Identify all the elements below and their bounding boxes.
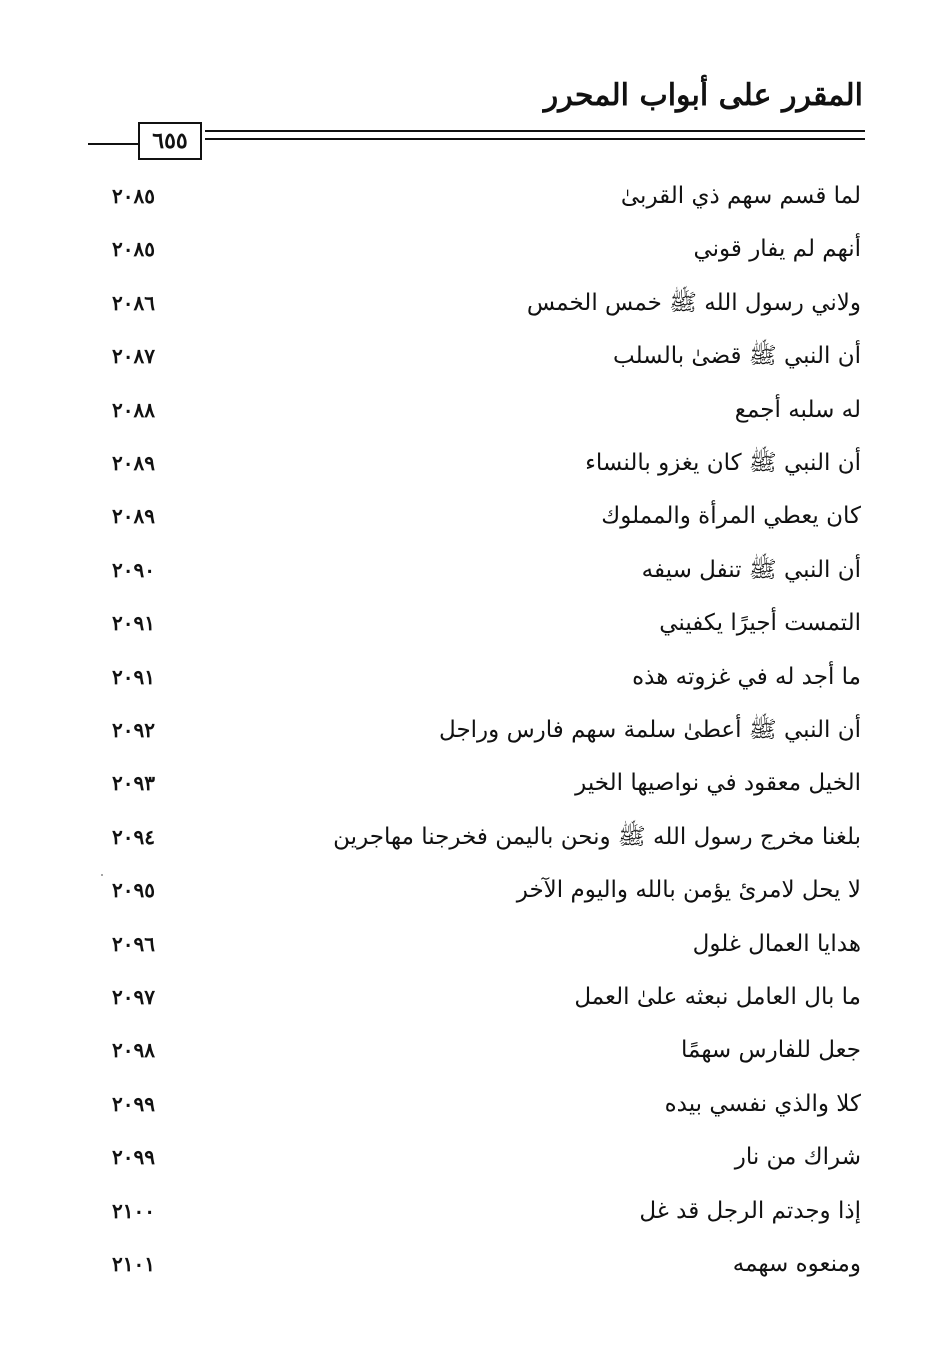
entry-number: ٢٠٨٩ xyxy=(112,504,155,528)
entry-title: جعل للفارس سهمًا xyxy=(681,1037,861,1063)
entry-title: التمست أجيرًا يكفيني xyxy=(659,610,861,636)
index-entry xyxy=(0,176,933,216)
entry-title: هدايا العمال غلول xyxy=(692,931,861,957)
entry-number: ٢٠٨٩ xyxy=(112,451,155,475)
index-entry xyxy=(0,1030,933,1070)
entry-title: أن النبي ﷺ قضىٰ بالسلب xyxy=(612,343,861,369)
entry-number: ٢٠٨٧ xyxy=(112,344,155,368)
index-entry xyxy=(0,977,933,1017)
entry-number: ٢٠٨٥ xyxy=(112,237,155,261)
index-entry xyxy=(0,870,933,910)
index-entry xyxy=(0,336,933,376)
entry-number: ٢٠٨٥ xyxy=(112,184,155,208)
entry-title: كان يعطي المرأة والمملوك xyxy=(601,503,861,529)
entry-title: ومنعوه سهمه xyxy=(732,1251,861,1277)
index-entry xyxy=(0,550,933,590)
entry-number: ٢٠٩٩ xyxy=(112,1145,155,1169)
index-entry xyxy=(0,229,933,269)
entry-title: إذا وجدتم الرجل قد غل xyxy=(639,1198,861,1224)
running-header-title: المقرر على أبواب المحرر xyxy=(543,78,863,113)
index-entry xyxy=(0,390,933,430)
entry-title: لا يحل لامرئ يؤمن بالله واليوم الآخر xyxy=(516,877,861,903)
entry-number: ٢٠٩٦ xyxy=(112,932,155,956)
entry-number: ٢٠٨٦ xyxy=(112,291,155,315)
entry-number: ٢٠٩١ xyxy=(112,611,155,635)
page-number: ٦٥٥ xyxy=(138,122,202,160)
index-entry xyxy=(0,1244,933,1284)
entry-number: ٢٠٩٨ xyxy=(112,1038,155,1062)
entry-title: له سلبه أجمع xyxy=(734,397,861,423)
entry-number: ٢٠٩٣ xyxy=(112,771,155,795)
entry-number: ٢١٠٠ xyxy=(112,1199,155,1223)
entry-number: ٢٠٩٠ xyxy=(112,558,155,582)
index-entry xyxy=(0,1084,933,1124)
entry-title: أن النبي ﷺ كان يغزو بالنساء xyxy=(585,450,861,476)
entry-number: ٢٠٩٤ xyxy=(112,825,155,849)
index-entry xyxy=(0,496,933,536)
index-entry xyxy=(0,1137,933,1177)
entry-number: ٢٠٩٧ xyxy=(112,985,155,1009)
entry-title: أن النبي ﷺ أعطىٰ سلمة سهم فارس وراجل xyxy=(439,717,861,743)
index-entry xyxy=(0,710,933,750)
entry-title: ما أجد له في غزوته هذه xyxy=(632,664,861,690)
entry-title: أن النبي ﷺ تنفل سيفه xyxy=(641,557,861,583)
index-entry xyxy=(0,283,933,323)
entry-title: الخيل معقود في نواصيها الخير xyxy=(575,770,861,796)
index-entry xyxy=(0,763,933,803)
entry-number: ٢٠٩١ xyxy=(112,665,155,689)
entry-title: بلغنا مخرج رسول الله ﷺ ونحن باليمن فخرجنا مهاجرين xyxy=(333,824,861,850)
entry-title: لما قسم سهم ذي القربىٰ xyxy=(620,183,861,209)
entry-number: ٢٠٩٥ xyxy=(112,878,155,902)
page-speck xyxy=(101,874,103,876)
entry-title: كلا والذي نفسي بيده xyxy=(664,1091,861,1117)
index-entry xyxy=(0,924,933,964)
entry-title: ولاني رسول الله ﷺ خمس الخمس xyxy=(526,290,861,316)
entry-title: ما بال العامل نبعثه علىٰ العمل xyxy=(574,984,861,1010)
entry-number: ٢٠٩٢ xyxy=(112,718,155,742)
entry-number: ٢٠٨٨ xyxy=(112,398,155,422)
index-entry xyxy=(0,443,933,483)
index-entry xyxy=(0,657,933,697)
entry-number: ٢٠٩٩ xyxy=(112,1092,155,1116)
entry-title: شراك من نار xyxy=(734,1144,861,1170)
index-entry xyxy=(0,1191,933,1231)
entry-title: أنهم لم يفار قوني xyxy=(693,236,861,262)
index-entry xyxy=(0,603,933,643)
entry-number: ٢١٠١ xyxy=(112,1252,155,1276)
index-entry xyxy=(0,817,933,857)
